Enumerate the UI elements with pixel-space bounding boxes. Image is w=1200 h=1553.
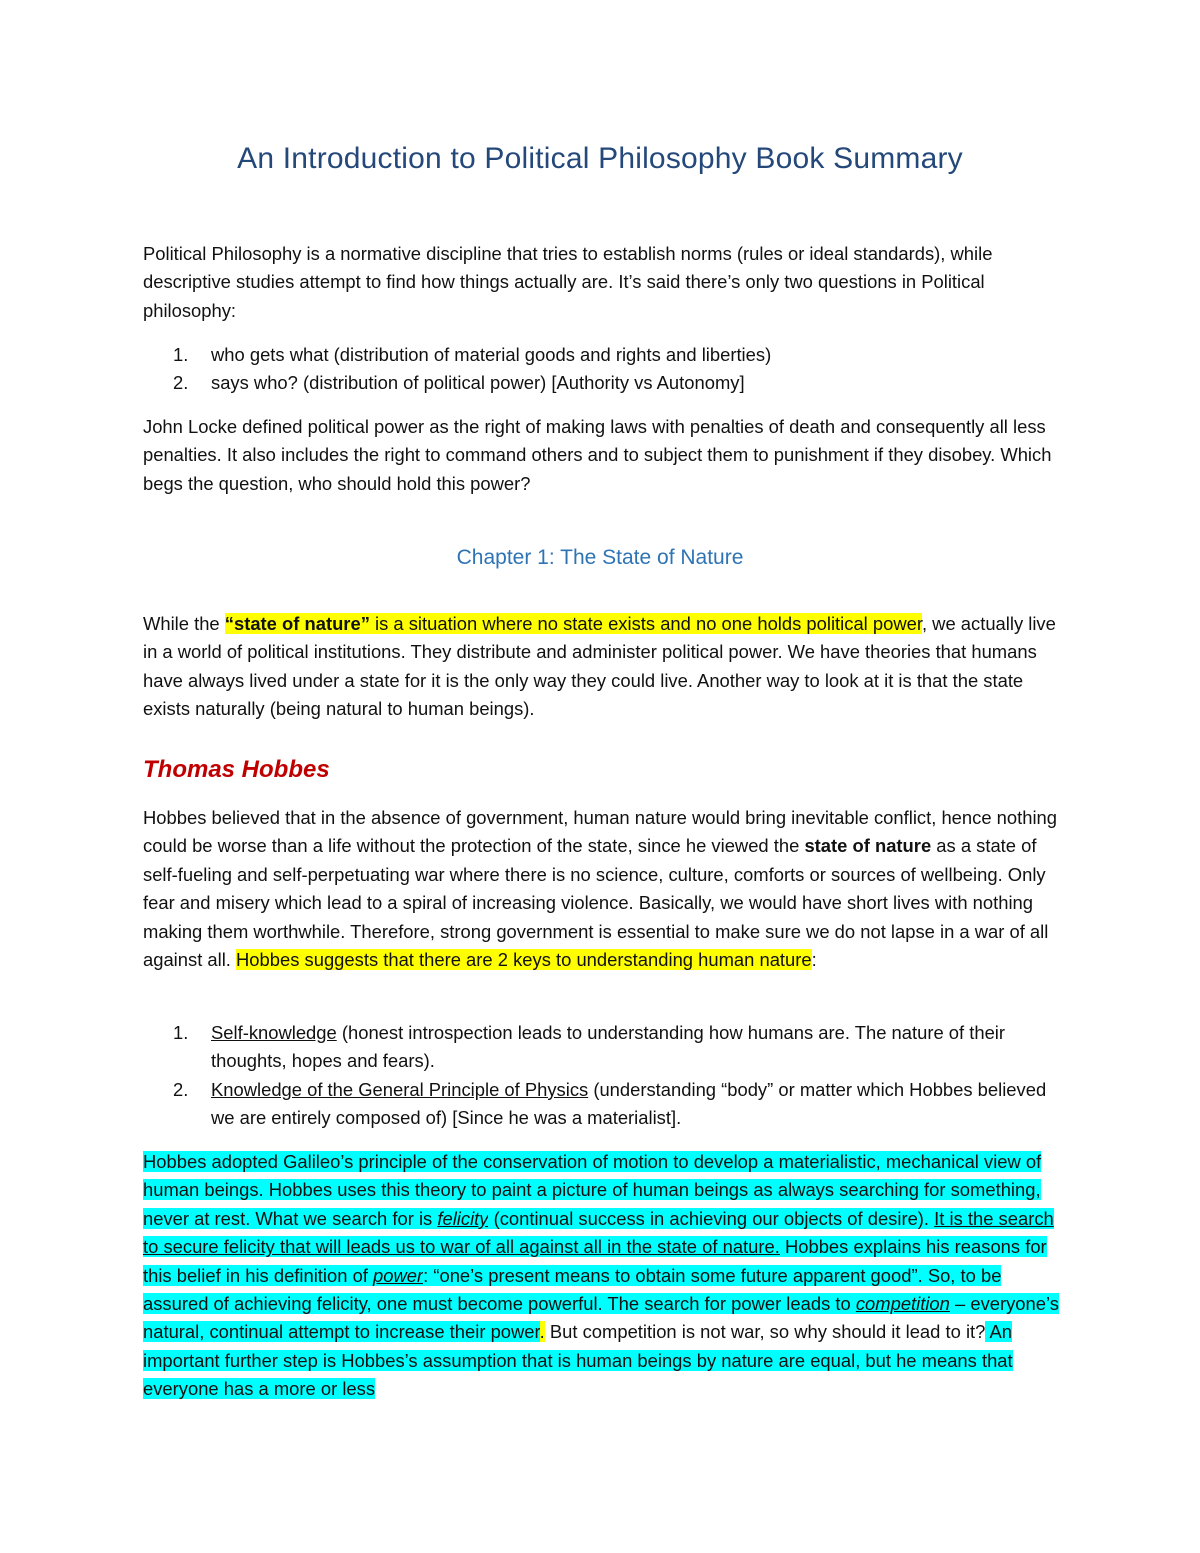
text-run: : — [811, 949, 817, 971]
highlighted-text: – everyone’s natural, continual attempt to increase their power — [143, 1293, 1059, 1343]
list-number: 1. — [173, 344, 189, 365]
highlighted-text: : “one’s present means to obtain some future apparent good”. So, to be assured of achieving felicity, one must become powerful. The search for power leads to — [143, 1264, 1002, 1315]
underlined-sentence: It is the search to secure felicity that will leads us to war of all against all in the state of nature. — [143, 1207, 1054, 1258]
list-text — [211, 1019, 1061, 1076]
highlighted-text: An important further step is Hobbes’s assumption that is human beings by nature are equal, but he means that everyone has a more or less — [143, 1321, 1013, 1400]
list-number: 1. — [173, 1022, 189, 1043]
section-heading: Thomas Hobbes — [143, 756, 330, 783]
list-text: who gets what (distribution of material goods and rights and liberties) — [211, 344, 772, 365]
list-term: Knowledge of the General Principle of Physics — [211, 1079, 589, 1100]
hobbes-paragraph-1 — [143, 804, 1063, 974]
intro-paragraph: Political Philosophy is a normative discipline that tries to establish norms (rules or ideal standards), while descriptive studies attempt to find how things actually are. It’s said there’s only two questions in Political philosophy: — [143, 243, 993, 321]
chapter-heading: Chapter 1: The State of Nature — [456, 546, 744, 569]
text-run: Hobbes believed that in the absence of government, human nature would bring inevitable conflict, hence nothing could be worse than a life without the protection of the state, since he viewed the — [143, 807, 1058, 857]
list-text: says who? (distribution of political power) [Authority vs Autonomy] — [211, 372, 745, 393]
list-term: Self-knowledge — [211, 1022, 337, 1043]
locke-paragraph: John Locke defined political power as the right of making laws with penalties of death and consequently all less penalties. It also includes the right to command others and to subject them to punishment if they disobey. Which begs the question, who should hold this power? — [143, 416, 1052, 494]
emphasis-term: felicity — [437, 1207, 489, 1229]
text-run: While the — [143, 613, 225, 634]
text-run: as a state of self-fueling and self-perpetuating war where there is no science, culture, comforts or sources of wellbeing. Only fear and misery which lead to a spiral of increasing violence. Basically, we would have short lives with nothing making them worthwhile. Therefore, strong government is essential to make sure we do not lapse in a war of all against all. — [143, 835, 1049, 971]
highlighted-term: “state of nature” — [224, 613, 370, 634]
list-number: 2. — [173, 1079, 189, 1100]
document-title: An Introduction to Political Philosophy Book Summary — [237, 142, 963, 175]
highlighted-text: (continual success in achieving our objects of desire). — [488, 1207, 935, 1229]
text-run: (honest introspection leads to understanding how humans are. The nature of their thoughts, hopes and fears). — [211, 1022, 1006, 1072]
state-of-nature-paragraph — [143, 610, 1063, 724]
list-text — [211, 1076, 1061, 1133]
highlighted-text: . — [539, 1321, 545, 1343]
highlighted-text: Hobbes adopted Galileo’s principle of the conservation of motion to develop a materialistic, mechanical view of human beings. Hobbes uses this theory to paint a picture of human beings as always searching for something, never at rest. What we search for is — [143, 1151, 1042, 1229]
text-run: But competition is not war, so why should it lead to it? — [544, 1321, 986, 1343]
highlighted-text: Hobbes suggests that there are 2 keys to understanding human nature — [236, 949, 812, 971]
text-run: (understanding “body” or matter which Hobbes believed we are entirely composed of) [Since he was a materialist]. — [211, 1079, 1047, 1129]
list-number: 2. — [173, 372, 189, 393]
emphasis-term: power — [373, 1264, 424, 1286]
highlighted-text: is a situation where no state exists and no one holds political power — [369, 613, 922, 634]
emphasis-term: competition — [855, 1293, 950, 1315]
bold-term: state of nature — [804, 835, 932, 857]
text-run: , we actually live in a world of political institutions. They distribute and administer political power. We have theories that humans have always lived under a state for it is the only way they could live. Another way to look at it is that the state exists naturally (being natural to human beings). — [143, 613, 1056, 720]
highlighted-text: Hobbes explains his reasons for this belief in his definition of — [143, 1236, 1047, 1286]
hobbes-paragraph-2 — [143, 1148, 1063, 1404]
